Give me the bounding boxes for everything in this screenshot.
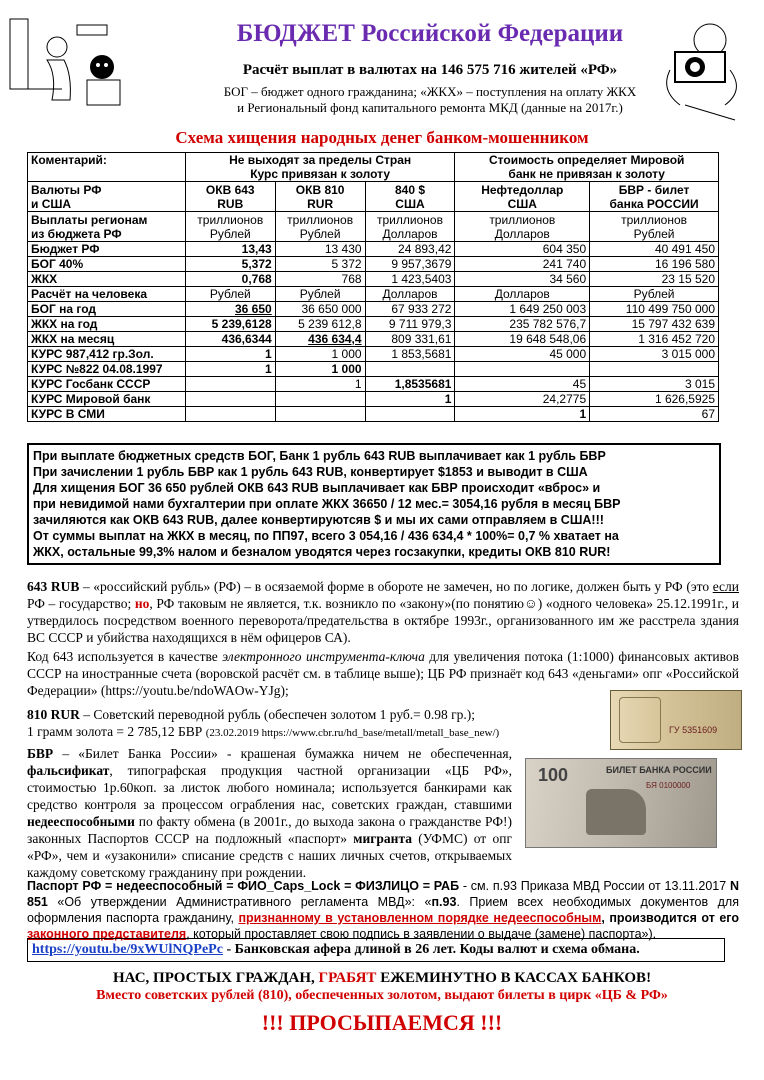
table-row [28, 302, 719, 317]
text: – «Билет Банка России» - крашеная бумажка ничем не обеспеченная, [53, 746, 512, 761]
table-cell [275, 377, 365, 392]
header-text: Стоимость определяет Мировой [488, 153, 685, 167]
table-cell [275, 362, 365, 377]
text: , производится от его [601, 911, 739, 925]
table-cell [28, 212, 186, 242]
text: ЕЖЕМИНУТНО В КАССАХ БАНКОВ! [376, 970, 652, 986]
unit-text: триллионов [621, 212, 688, 227]
row-label: Бюджет РФ [28, 242, 186, 257]
row-label: КУРС №822 04.08.1997 [28, 362, 186, 377]
table-cell [275, 182, 365, 212]
table-cell [590, 287, 719, 302]
text: ГРАБЯТ [318, 970, 377, 986]
table-cell [185, 347, 275, 362]
table-cell [185, 272, 275, 287]
table-cell [365, 212, 455, 242]
table-cell [455, 182, 590, 212]
table-cell [455, 377, 590, 392]
table-cell [275, 317, 365, 332]
term-810: 810 RUR [27, 707, 80, 722]
footer-line3: !!! ПРОСЫПАЕМСЯ !!! [261, 1010, 503, 1035]
table-cell [455, 153, 719, 182]
cell-value: 36 650 [235, 302, 272, 316]
table-cell [275, 272, 365, 287]
cell-value: 19 648 548,06 [509, 332, 587, 346]
text: электронного инструмента-ключа [222, 649, 425, 664]
cell-value: 23 15 520 [661, 272, 715, 286]
table-cell [455, 287, 590, 302]
text: (23.02.2019 https://www.cbr.ru/hd_base/metall/metall_base_new/) [205, 727, 500, 739]
youtube-link[interactable]: https://youtu.be/9xWUlNQPePc [32, 942, 223, 957]
note-line: при невидимой нами бухгалтерии при оплате ЖКХ 36650 / 12 мес.= 3054,16 рубля в месяц БВР [33, 497, 621, 511]
table-cell [365, 287, 455, 302]
page-title: БЮДЖЕТ Российской Федерации [236, 20, 624, 47]
unit-text: Рублей [209, 226, 251, 241]
paragraph-810 [27, 706, 587, 742]
table-row [28, 317, 719, 332]
table-cell [185, 407, 275, 422]
table-cell [185, 153, 455, 182]
text: признанному в установленном порядке недееспособным [238, 911, 602, 925]
header-text: Выплаты регионам [31, 212, 148, 227]
table-row [28, 392, 719, 407]
text: «Об утверждении Административного регламента МВД»: « [47, 895, 432, 909]
table-cell [185, 257, 275, 272]
note-line: Для хищения БОГ 36 650 рублей ОКВ 643 RUB выплачивает как БВР происходит «вброс» и [33, 481, 601, 495]
header-text: БВР - билет [618, 182, 690, 197]
row-label: КУРС В СМИ [28, 407, 186, 422]
unit-text: триллионов [287, 212, 354, 227]
cell-value: 16 196 580 [654, 257, 715, 271]
text: недееспособными [27, 814, 135, 829]
table-cell [590, 377, 719, 392]
banknote-emblem [619, 697, 661, 743]
cell-value: 3 015 000 [661, 347, 715, 361]
row-label: БОГ на год [28, 302, 186, 317]
banknote-title: БИЛЕТ БАНКА РОССИИ [606, 765, 712, 775]
header-text: RUB [217, 196, 244, 211]
table-cell [365, 407, 455, 422]
table-cell [28, 182, 186, 212]
cell-value: 34 560 [549, 272, 587, 286]
note-line: При зачислении 1 рубль БВР как 1 рубль 643 RUB, конвертирует $1853 и выводит в США [33, 465, 588, 479]
table-cell [365, 302, 455, 317]
row-label: КУРС Госбанк СССР [28, 377, 186, 392]
header-text: США [395, 196, 425, 211]
cell-value: 1 000 [331, 362, 362, 376]
cell-value: 241 740 [542, 257, 587, 271]
text: для увеличения потока (1:1000) финансовых активов СССР на иностранные счета (воровской расчёт см. в таблице выше); ЦБ РФ признаёт код 643 «деньгами» опг «Российской Федерации» (https://youtu.be/ndoWAOw-YJg); [27, 649, 739, 698]
note-line: зачиляются как ОКВ 643 RUB, далее конвертируютсяв $ и мы их сами отправляем в США!!! [33, 513, 604, 527]
table-cell [455, 242, 590, 257]
unit-text: Рублей [299, 226, 341, 241]
header-text: 840 $ [394, 182, 425, 197]
cell-value: Долларов [494, 287, 550, 301]
table-cell [590, 242, 719, 257]
table-cell [455, 212, 590, 242]
text: НАС, ПРОСТЫХ ГРАЖДАН, [112, 970, 319, 986]
text: - см. п.93 Приказа МВД России от 13.11.2017 [459, 879, 730, 893]
cell-value: 110 499 750 000 [625, 302, 715, 316]
table-cell [275, 392, 365, 407]
text: если [712, 579, 739, 594]
table-cell [455, 362, 590, 377]
cell-value: 1 000 [331, 347, 362, 361]
row-label: БОГ 40% [28, 257, 186, 272]
table-cell [590, 302, 719, 317]
text: Код 643 используется в качестве [27, 649, 223, 664]
header-description [150, 84, 710, 116]
paragraph-643 [27, 578, 739, 646]
cell-value: 13 430 [324, 242, 362, 256]
text: п.93 [431, 895, 457, 909]
cell-value: 1,8535681 [394, 377, 452, 391]
cell-value: 24,2775 [542, 392, 587, 406]
text: – Советский переводной рубль (обеспечен золотом 1 руб.= 0.98 гр.); [79, 707, 476, 722]
footer-line1 [0, 970, 764, 987]
table-cell [365, 362, 455, 377]
table-cell [590, 362, 719, 377]
cell-value: 1 853,5681 [391, 347, 452, 361]
table-cell [185, 302, 275, 317]
cell-value: Рублей [633, 287, 675, 301]
table-cell [185, 317, 275, 332]
row-label: КУРС Мировой банк [28, 392, 186, 407]
table-cell [365, 317, 455, 332]
table-row [28, 182, 719, 212]
table-cell [590, 257, 719, 272]
table-cell [365, 242, 455, 257]
table-row [28, 347, 719, 362]
text: но [134, 596, 150, 611]
cell-value: 1 649 250 003 [509, 302, 587, 316]
cell-value: 5 239 612,8 [298, 317, 362, 331]
banknote-100-image [525, 758, 717, 848]
banknote-serial: БЯ 0100000 [646, 781, 691, 790]
cell-value: 67 [701, 407, 715, 421]
header-text: банка РОССИИ [609, 196, 699, 211]
cell-value: 1 316 452 720 [638, 332, 715, 346]
table-cell [590, 317, 719, 332]
table-cell [185, 212, 275, 242]
table-row [28, 257, 719, 272]
row-label: ЖКХ на месяц [28, 332, 186, 347]
text: по факту обмена (в 2001г., до выхода закона о гражданстве РФ!) законных Паспортов СССР на подложный «паспорт» [27, 814, 512, 846]
cell-value: 809 331,61 [391, 332, 452, 346]
row-label: КУРС 987,412 гр.Зол. [28, 347, 186, 362]
table-cell [455, 317, 590, 332]
table-cell [365, 182, 455, 212]
cell-value: 67 933 272 [391, 302, 452, 316]
table-cell [365, 347, 455, 362]
table-cell: Коментарий: [28, 153, 186, 182]
table-cell [590, 347, 719, 362]
cell-value: 1 [265, 362, 272, 376]
unit-text: Долларов [494, 226, 550, 241]
cell-value: 1 626,5925 [654, 392, 715, 406]
table-cell [185, 377, 275, 392]
table-row [28, 153, 719, 182]
table-cell [455, 302, 590, 317]
table-cell [590, 332, 719, 347]
note-line: От суммы выплат на ЖКХ в месяц, по ПП97, всего 3 054,16 / 436 634,4 * 100%= 0,7 % хватает на [33, 529, 619, 543]
table-row [28, 407, 719, 422]
cell-value: 0,768 [241, 272, 272, 286]
row-label: ЖКХ [28, 272, 186, 287]
budget-table [27, 152, 719, 422]
table-cell [275, 302, 365, 317]
header-text: Нефтедоллар [481, 182, 564, 197]
banknote-value: 100 [538, 765, 569, 785]
header-description-line1: БОГ – бюджет одного гражданина; «ЖКХ» – поступления на оплату ЖКХ [223, 84, 637, 99]
cell-value: 604 350 [542, 242, 587, 256]
cell-value: 13,43 [241, 242, 272, 256]
cell-value: Рублей [209, 287, 251, 301]
header-text: Не выходят за пределы Стран [229, 153, 412, 167]
text: , РФ таковым не является, т.к. возникло по «закону»(по понятию☺) «одного человека» 25.12.1991г., и утвердилось посредством военного переворота/предательства в октябре 1993г., организованного им же расстрела здания ВС СССР и убийства находящихся в нём офицеров СА). [27, 596, 739, 645]
cell-value: 5 239,6128 [211, 317, 272, 331]
cell-value: Рублей [299, 287, 341, 301]
table-cell [275, 212, 365, 242]
cell-value: 768 [341, 272, 362, 286]
quadriga-image [586, 789, 646, 835]
table-cell [275, 332, 365, 347]
table-row [28, 287, 719, 302]
text: 1 грамм золота = 2 785,12 БВР [27, 724, 206, 739]
cell-value: 36 650 000 [301, 302, 362, 316]
cell-value: 235 782 576,7 [509, 317, 587, 331]
unit-text: Долларов [382, 226, 438, 241]
table-cell [365, 332, 455, 347]
table-cell [455, 272, 590, 287]
table-cell [275, 407, 365, 422]
cell-value: 5 372 [331, 257, 362, 271]
table-row [28, 377, 719, 392]
text: , типографская продукция частной организации «ЦБ РФ», стоимостью 1р.60коп. за листок любого номинала; используется банкирами как средство контроля за процессом ограбления нас, советских граждан, ставшими [27, 763, 512, 812]
text: N 851 [27, 879, 739, 909]
note-line: ЖКХ, остальные 99,3% налом и безналом уводятся через госзакупки, кредиты ОКВ 810 RUR! [33, 545, 611, 559]
cell-value: 1 423,5403 [391, 272, 452, 286]
cell-value: 9 711 979,3 [388, 317, 452, 331]
table-cell [185, 242, 275, 257]
table-cell [365, 377, 455, 392]
page-subtitle: Расчёт выплат в валютах на 146 575 716 жителей «РФ» [242, 62, 618, 78]
text: Паспорт РФ = недееспособный = ФИО_Caps_Lock = ФИЗЛИЦО = РАБ [27, 879, 460, 893]
text: фальсификат [27, 763, 110, 778]
cell-value: 3 015 [684, 377, 715, 391]
table-cell [455, 332, 590, 347]
header-text: RUR [307, 196, 334, 211]
cell-value: 40 491 450 [654, 242, 715, 256]
row-label: Расчёт на человека [28, 287, 186, 302]
unit-text: триллионов [197, 212, 264, 227]
cell-value: 1 [354, 377, 362, 391]
table-row [28, 332, 719, 347]
cell-value: 45 [572, 377, 587, 391]
row-label: ЖКХ на год [28, 317, 186, 332]
cell-value: 24 893,42 [398, 242, 452, 256]
unit-text: триллионов [377, 212, 443, 227]
cell-value: 9 957,3679 [391, 257, 452, 271]
cartoon-bank-robber-image [2, 5, 142, 115]
table-cell [590, 182, 719, 212]
cell-value: 1 [579, 407, 587, 421]
table-cell [590, 392, 719, 407]
text: мигранта [353, 831, 412, 846]
table-cell [365, 272, 455, 287]
text: (УФМС) от опг «РФ», чем и «узаконили» списание средств с наших личных счетов, открываемых каждому советскому гражданину при рождении. [27, 831, 512, 880]
header-text: и США [31, 196, 72, 211]
header-description-line2: и Региональный фонд капитального ремонта МКД (данные на 2017г.) [237, 100, 623, 115]
table-cell [455, 347, 590, 362]
cell-value: 45 000 [549, 347, 587, 361]
table-cell [275, 347, 365, 362]
table-row [28, 242, 719, 257]
youtube-text: - Банковская афера длиной в 26 лет. Коды валют и схема обмана. [222, 942, 640, 957]
note-line: При выплате бюджетных средств БОГ, Банк 1 рубль 643 RUB выплачивает как 1 рубль БВР [33, 449, 606, 463]
table-cell [275, 242, 365, 257]
table-cell [590, 407, 719, 422]
header-text: США [507, 196, 537, 211]
table-row [28, 362, 719, 377]
text: . Прием всех необходимых документов для оформления паспорта гражданину, [27, 895, 739, 925]
header-text: из бюджета РФ [31, 226, 122, 241]
youtube-box [27, 938, 725, 962]
table-cell [365, 392, 455, 407]
table-cell [590, 272, 719, 287]
paragraph-bvr [27, 745, 512, 881]
header-text: ОКВ 810 [295, 182, 345, 197]
table-cell [275, 257, 365, 272]
cell-value: 436,6344 [221, 332, 272, 346]
text: , который проставляет свою подпись в заявлении о выдаче (замене) паспорта»). [186, 927, 657, 941]
table-row [28, 272, 719, 287]
table-cell [365, 257, 455, 272]
unit-text: Рублей [633, 226, 675, 241]
table-cell [275, 287, 365, 302]
cell-value: 1 [444, 392, 452, 406]
unit-text: триллионов [489, 212, 556, 227]
header-text: банк не привязан к золоту [508, 167, 665, 181]
table-cell [185, 332, 275, 347]
text: законного представителя [27, 927, 187, 941]
table-cell [185, 182, 275, 212]
cell-value: Долларов [382, 287, 438, 301]
term-bvr: БВР [27, 746, 54, 761]
header-text: Курс привязан к золоту [250, 167, 391, 181]
table-cell [185, 392, 275, 407]
table-cell [455, 257, 590, 272]
text: РФ – государство; [27, 596, 135, 611]
header-text: Валюты РФ [31, 182, 102, 197]
paragraph-passport [27, 878, 739, 942]
table-cell [455, 407, 590, 422]
scheme-title: Схема хищения народных денег банком-мошенником [175, 128, 589, 147]
header-text: ОКВ 643 [205, 182, 255, 197]
soviet-banknote-image [610, 690, 742, 750]
text: – «российский рубль» (РФ) – в осязаемой форме в обороте не замечен, но по логике, должен быть у РФ (это [79, 579, 713, 594]
cell-value: 1 [265, 347, 272, 361]
banknote-serial: ГУ 5351609 [669, 725, 718, 735]
table-cell [455, 392, 590, 407]
cell-value: 436 634,4 [308, 332, 362, 346]
table-cell [185, 362, 275, 377]
table-cell [590, 212, 719, 242]
term-643: 643 RUB [27, 579, 80, 594]
footer-line2: Вместо советских рублей (810), обеспеченных золотом, выдают билеты в цирк «ЦБ & РФ» [96, 988, 668, 1003]
cell-value: 5,372 [241, 257, 272, 271]
table-row [28, 212, 719, 242]
cell-value: 15 797 432 639 [631, 317, 715, 331]
table-cell [185, 287, 275, 302]
explanation-box [27, 443, 721, 565]
